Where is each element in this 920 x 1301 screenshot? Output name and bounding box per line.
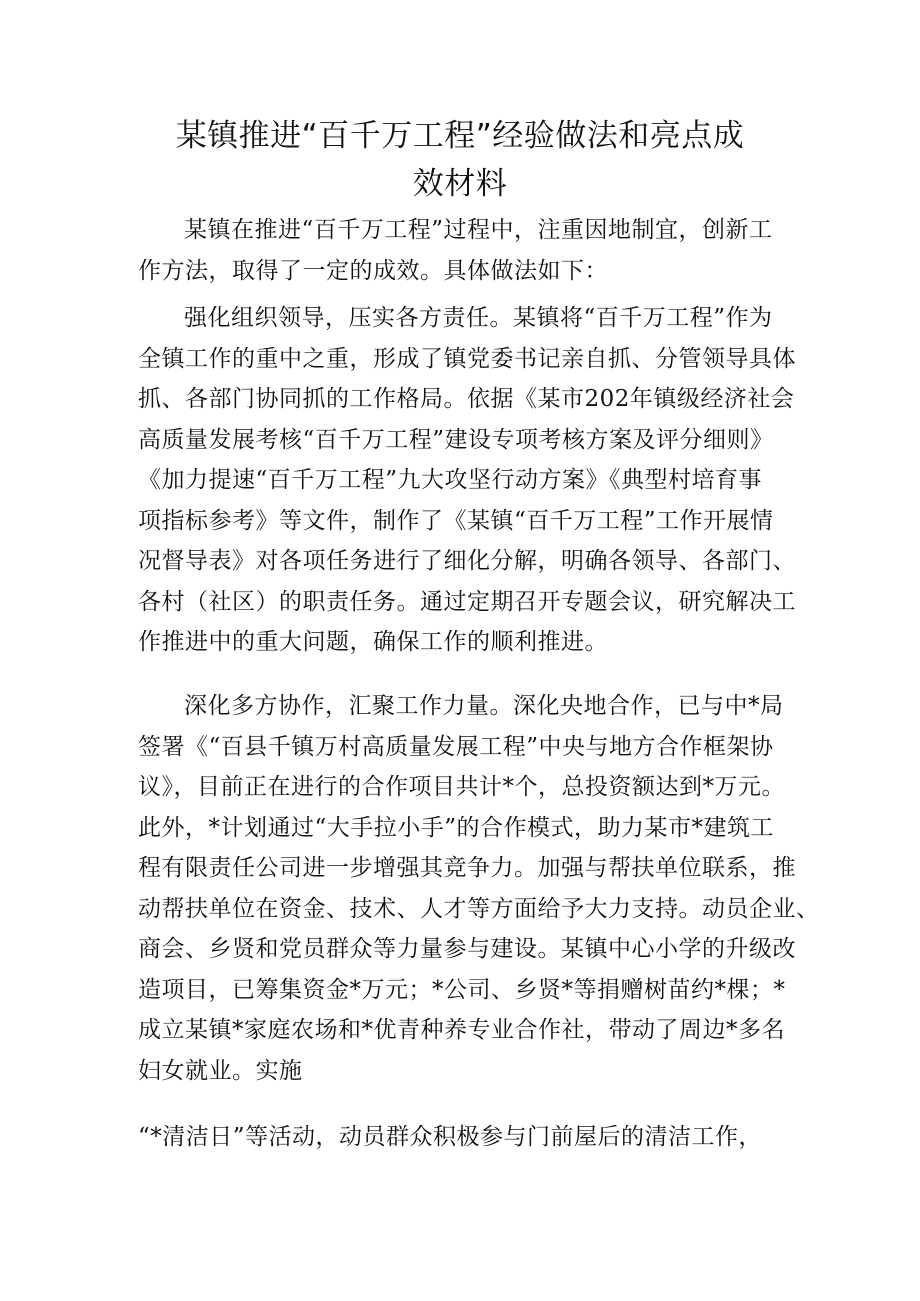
paragraph-line: 作推进中的重大问题，确保工作的顺利推进。 (138, 629, 608, 655)
paragraph-line: “*清洁日”等活动，动员群众积极参与门前屋后的清洁工作， (138, 1124, 763, 1150)
paragraph-line: 某镇在推进“百千万工程”过程中，注重因地制宜，创新工 (184, 217, 773, 243)
paragraph-continuation (138, 1117, 786, 1158)
paragraph-line: 全镇工作的重中之重，形成了镇党委书记亲自抓、分管领导具体 (138, 345, 796, 372)
paragraph-line: 成立某镇*家庭农场和*优青种养专业合作社，带动了周边*多名 (138, 1017, 785, 1043)
paragraph-line: 作方法，取得了一定的成效。具体做法如下： (138, 257, 608, 284)
paragraph-organization (138, 298, 796, 663)
paragraph-line: 妇女就业。实施 (138, 1057, 303, 1084)
paragraph-line: 况督导表》对各项任务进行了细化分解，明确各领导、各部门、 (138, 548, 796, 574)
paragraph-line: 项指标参考》等文件，制作了《某镇“百千万工程”工作开展情 (138, 507, 774, 534)
paragraph-line: 议》，目前正在进行的合作项目共计*个，总投资额达到*万元。 (138, 774, 785, 800)
paragraph-line: 高质量发展考核“百千万工程”建设专项考核方案及评分细则》 (138, 426, 774, 453)
paragraph-line: 深化多方协作，汇聚工作力量。深化央地合作，已与中*局 (184, 693, 784, 719)
paragraph-collaboration (138, 686, 820, 1091)
paragraph-intro (138, 210, 786, 291)
paragraph-line: 商会、乡贤和党员群众等力量参与建设。某镇中心小学的升级改 (138, 936, 796, 962)
paragraph-line: 造项目，已筹集资金*万元；*公司、乡贤*等捐赠树苗约*棵；* (138, 976, 786, 1003)
title-line-2: 效材料 (412, 166, 508, 202)
paragraph-line: 程有限责任公司进一步增强其竞争力。加强与帮扶单位联系，推 (138, 855, 796, 881)
paragraph-line: 强化组织领导，压实各方责任。某镇将“百千万工程”作为 (184, 305, 773, 331)
paragraph-line: 此外，*计划通过“大手拉小手”的合作模式，助力某市*建筑工 (138, 814, 775, 841)
paragraph-line: 签署《“百县千镇万村高质量发展工程”中央与地方合作框架协 (138, 733, 774, 760)
document-title (140, 112, 780, 208)
paragraph-line: 动帮扶单位在资金、技术、人才等方面给予大力支持。动员企业、 (138, 895, 820, 922)
title-line-1: 某镇推进“百千万工程”经验做法和亮点成 (175, 118, 745, 154)
paragraph-line: 抓、各部门协同抓的工作格局。依据《某市202年镇级经济社会 (138, 386, 795, 412)
paragraph-line: 各村（社区）的职责任务。通过定期召开专题会议，研究解决工 (138, 588, 796, 615)
paragraph-line: 《加力提速“百千万工程”九大攻坚行动方案》《典型村培育事 (138, 467, 763, 493)
